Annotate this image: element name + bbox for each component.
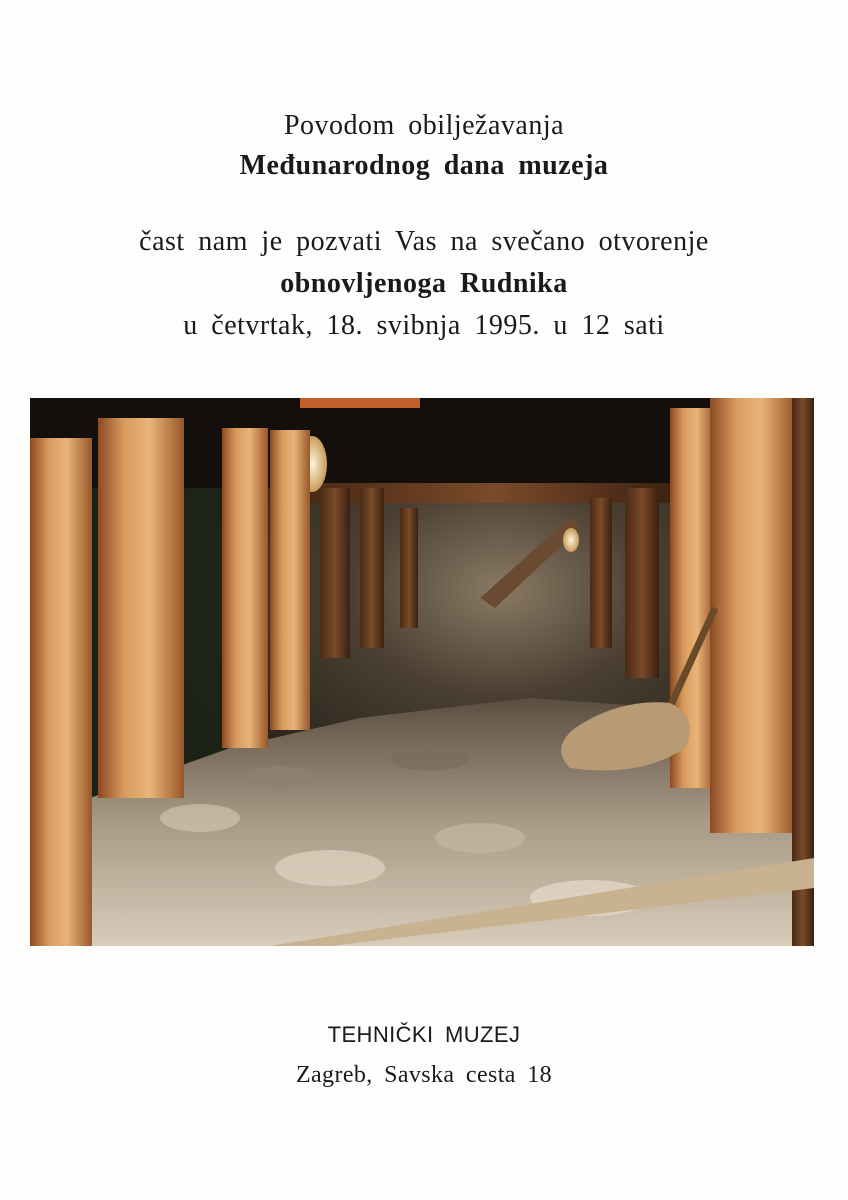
tunnel-post [400, 508, 418, 628]
museum-name: TEHNIČKI MUZEJ [327, 1022, 521, 1047]
timber-post [98, 418, 184, 798]
occasion-title: Međunarodnog dana muzeja [239, 150, 609, 181]
event-title: obnovljenoga Rudnika [280, 268, 568, 299]
lamp-icon [563, 528, 579, 552]
tunnel-post [625, 488, 659, 678]
ceiling-beam [300, 398, 420, 408]
event-date-time: u četvrtak, 18. svibnja 1995. u 12 sati [183, 310, 665, 341]
timber-post [270, 430, 310, 730]
timber-post [222, 428, 268, 748]
tunnel-post [320, 488, 350, 658]
timber-post [710, 398, 795, 833]
invitation-line: čast nam je pozvati Vas na svečano otvorenje [139, 226, 709, 257]
timber-post [30, 438, 92, 946]
tunnel-post [360, 488, 384, 648]
tunnel-post [590, 498, 612, 648]
intro-line: Povodom obilježavanja [283, 110, 565, 141]
mine-tunnel-photo [30, 398, 814, 946]
museum-address: Zagreb, Savska cesta 18 [295, 1062, 553, 1088]
